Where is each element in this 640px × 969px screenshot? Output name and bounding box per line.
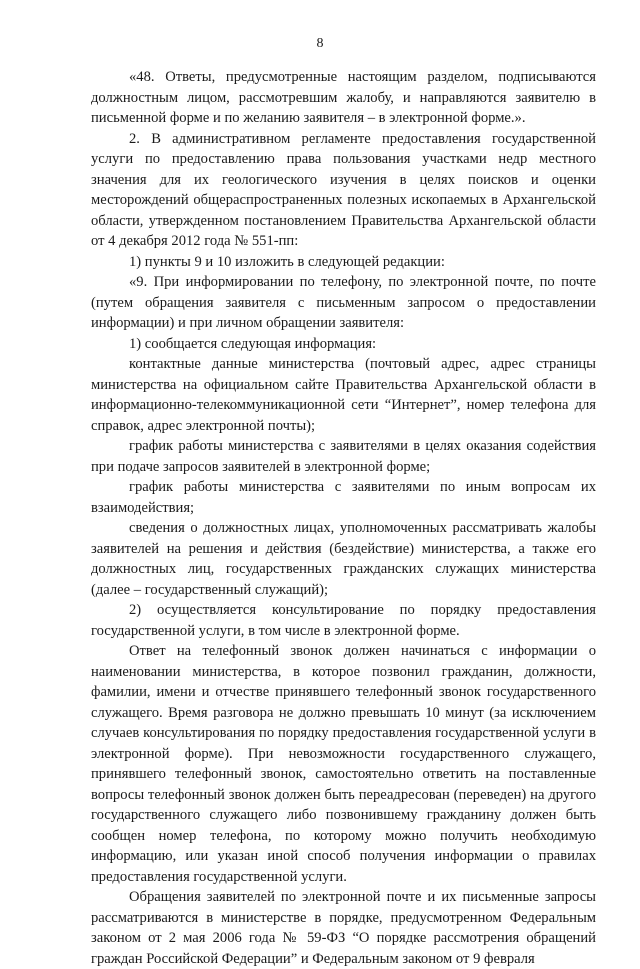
paragraph-regulation-amendment: 2. В административном регламенте предоставления государственной услуги по предоставлению права пользования участками недр местного значения для их геологического изучения в целях поисков и оценки месторождений общераспространенных полезных ископаемых в Архангельской области, утвержденном постановлением Правительства Архангельской области от 4 декабря 2012 года № 551-пп: [91,130,596,249]
paragraph-informing: «9. При информировании по телефону, по электронной почте, по почте (путем обращения заявителя с письменным запросом о предоставлении информации) и при личном обращении заявителя: [91,274,596,331]
page-number: 8 [316,36,324,51]
paragraph-contact-data: контактные данные министерства (почтовый адрес, адрес страницы министерства на официальном сайте Правительства Архангельской области в информационно-телекоммуникационной сети “Интернет”, номер телефона для справок, адрес электронной почты); [91,356,596,434]
paragraph-answers-signed: «48. Ответы, предусмотренные настоящим разделом, подписываются должностным лицом, рассмотревшим жалобу, и направляются заявителю в письменной форме и по желанию заявителя – в электронной форме.». [91,69,596,126]
paragraph-consulting: 2) осуществляется консультирование по порядку предоставления государственной услуги, в том числе в электронной форме. [91,602,596,639]
paragraph-phone-answer: Ответ на телефонный звонок должен начинаться с информации о наименовании министерства, в которое позвонил гражданин, должности, фамилии, имени и отчестве принявшего телефонный звонок государственного служащего. Время разговора не должно превышать 10 минут (за исключением случаев консультирования по порядку предоставления государственной услуги в электронной форме). При невозможности государственного служащего, принявшего телефонный звонок, самостоятельно ответить на поставленные вопросы телефонный звонок должен быть переадресован (переведен) на другого государственного служащего либо позвонившему гражданину должен быть сообщен номер телефона, по которому можно получить необходимую информацию, или указан иной способ получения информации о правилах предоставления государственной услуги. [91,643,596,885]
paragraph-officials-info: сведения о должностных лицах, уполномоченных рассматривать жалобы заявителей на решения и действия (бездействие) министерства, а также его должностных лиц, государственных гражданских служащих министерства (далее – государственный служащий); [91,520,596,598]
document-body [91,67,596,969]
paragraph-written-requests: Обращения заявителей по электронной почте и их письменные запросы рассматриваются в министерстве в порядке, предусмотренном Федеральным законом от 2 мая 2006 года № 59-ФЗ “О порядке рассмотрения обращений граждан Российской Федерации” и Федеральным законом от 9 февраля [91,889,596,967]
paragraph-info-provided: 1) сообщается следующая информация: [129,335,377,352]
paragraph-schedule-other: график работы министерства с заявителями по иным вопросам их взаимодействия; [91,479,596,516]
paragraph-schedule-electronic: график работы министерства с заявителями в целях оказания содействия при подаче запросов заявителей в электронной форме; [91,438,596,475]
paragraph-items-9-10: 1) пункты 9 и 10 изложить в следующей редакции: [129,253,445,270]
